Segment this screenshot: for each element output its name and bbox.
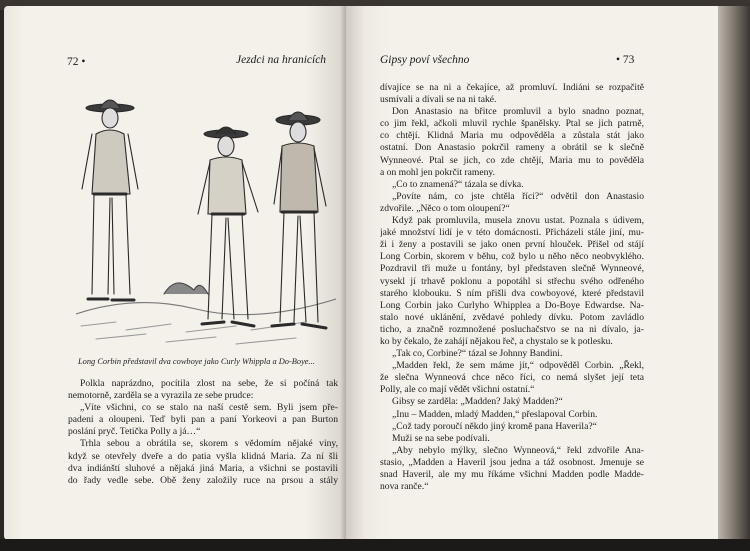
text-line: padeni a oloupeni. Teď byli pan a paní Yorkeovi a pan Burton (68, 414, 338, 426)
illustration-caption: Long Corbin představil dva cowboye jako Curly Whippla a Do-Boye... (78, 357, 315, 366)
text-line: ostatní. Don Anastasio pokrčil rameny a obrátil se k slečně (380, 142, 644, 154)
text-line: Trhla sebou a obrátila se, skorem s vědomím nějaké viny, (80, 438, 338, 450)
text-line: Wynneové. Ptal se jich, co zde chtějí, Maria mu to pověděla (380, 154, 644, 166)
text-line: poslání pryč. Tetička Polly a já…“ (68, 426, 201, 438)
text-line: Polkla naprázdno, pocítila zlost na sebe, že si počíná tak (80, 378, 338, 389)
text-line: co jim řekl, ačkoli mluvil rychle španělsky. Ptal se jich patrně, (380, 118, 644, 130)
text-line: že slečna Wynneová chce něco říci, co nemá slyšet její teta (380, 372, 644, 384)
text-line: Gibsy se zarděla: „Madden? Jaký Madden?“ (392, 396, 563, 408)
cowboys-illustration (76, 94, 336, 349)
text-line: dívajíce se na ni a čekajíce, až promluví. Indiáni se rozpačitě (380, 82, 644, 93)
text-line: „Madden řekl, že sem máme jít,“ odpověděl Corbin. „Řekl, (392, 360, 644, 372)
right-running-head: Gipsy poví všechno (380, 54, 470, 66)
left-page-body (68, 378, 338, 487)
text-line: jaké množství lidí je v této domácnosti. Přicházeli stále jiní, mu- (380, 227, 644, 239)
text-line: ko by čekalo, že zahájí nějakou řeč, a chystalo se k potlesku. (380, 335, 613, 347)
left-page (4, 6, 346, 540)
page-edges (718, 6, 750, 540)
text-line: Long Corbin jako Curlyho Whipplea a Do-Boye Edwardse. Na- (380, 299, 644, 311)
text-line: Polly, ale co mají vědět všichni ostatní.“ (380, 384, 535, 396)
scan-bottom-edge (0, 539, 750, 551)
text-line: vysekl jí trhavě poklonu a popotáhl si střechu svého odřeného (380, 275, 644, 287)
text-line: a on mohl jen pokrčit rameny. (380, 166, 496, 178)
text-line: co chtějí. Klidná Maria mu odpověděla a zůstala stát jako (380, 130, 644, 142)
right-page-number: • 73 (616, 54, 635, 66)
text-line: stalo nové uklánění, zvědavé pohledy dívku. Potom zavládlo (380, 311, 644, 323)
text-line: stasio, „Madden a Haveril jsou jedna a táž osobnost. Jmenuje se (380, 456, 644, 468)
text-line: nova ranče.“ (380, 481, 429, 493)
text-line: snad Haveril, ale my mu říkáme všichni Madden podle Madde- (380, 469, 644, 480)
text-line: Když pak promluvila, musela znovu ustat. Poznala s údivem, (392, 215, 644, 227)
right-page (346, 6, 718, 540)
text-line: Don Anastasio na břitce promluvil a bylo snadno poznat, (392, 106, 644, 118)
text-line: dva indiánští sluhové a nějaká jiná Maria, a všichni se postavili (68, 462, 338, 474)
text-line: „Tak co, Corbine?“ tázal se Johnny Bandini. (392, 348, 563, 360)
text-line: ticho, a značně rozmnožené posluchačstvo se na ni dívalo, ja- (380, 323, 644, 335)
text-line: „Co to znamená?“ tázala se dívka. (392, 178, 524, 190)
text-line: Pozdravil tři muže u fontány, byl představen slečně Wynneové, (380, 263, 644, 275)
text-line: „Což tady poroučí někdo jiný kromě pana Haverila?“ (392, 420, 597, 432)
text-line: zdvořile. „Něco o tom oloupení?“ (380, 202, 510, 214)
text-line: „Aby nebylo mýlky, slečno Wynneová,“ řekl zdvořile Ana- (392, 444, 644, 456)
text-line: ži i ženy a postavili se jako onen první hlouček. Přišel od stájí (380, 239, 644, 251)
left-running-head: Jezdci na hranicích (236, 54, 327, 66)
text-line: Muži se na sebe podívali. (392, 432, 490, 444)
text-line: nemotorně, zarděla se a vyrazila ze sebe prudce: (68, 390, 254, 402)
text-line: starého klobouku. S ním přišli dva cowboyové, které představil (380, 287, 644, 299)
text-line: „Víte všichni, co se stalo na naší cestě sem. Byli jsem pře- (80, 402, 338, 414)
right-page-body (380, 82, 644, 493)
text-line: „Povíte nám, co jste chtěla říci?“ odvětil don Anastasio (392, 190, 644, 202)
text-line: do řady vedle sebe. Obě ženy založily ruce na prsou a stály (68, 474, 338, 486)
text-line: usmívali a dívali se na ni také. (380, 94, 497, 106)
text-line: „Inu – Madden, mladý Madden,“ přeslapoval Corbin. (392, 408, 598, 420)
text-line: Long Corbin, skorem v běhu, což bylo u něho něco neobvyklého. (380, 251, 644, 263)
text-line: když se otevřely dveře a do patia vyšla klidná Maria. Za ní šli (68, 450, 338, 462)
left-page-number: 72 • (67, 56, 86, 68)
